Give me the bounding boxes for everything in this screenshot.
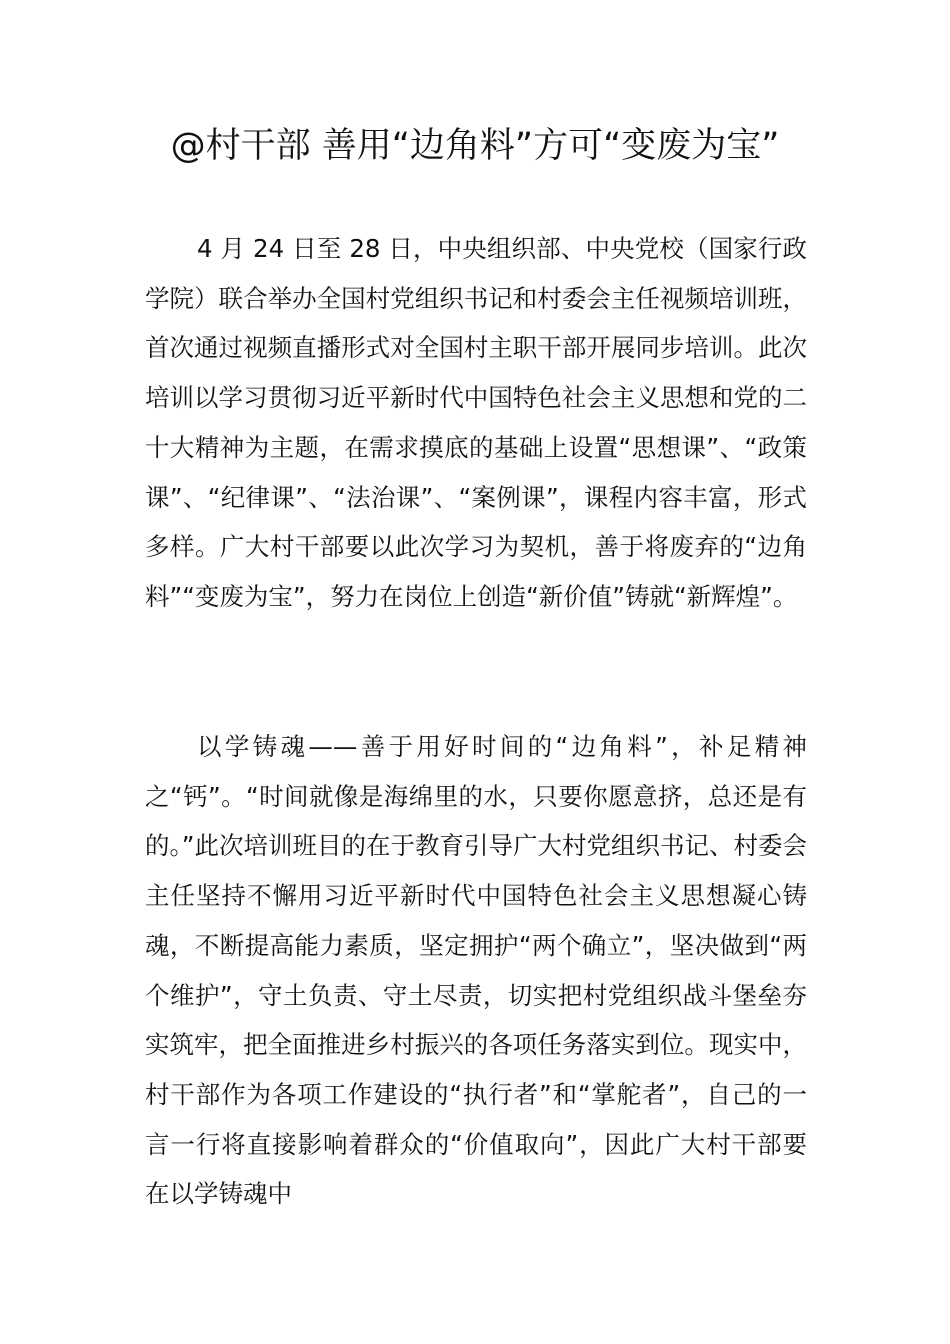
- paragraph-intro: 4 月 24 日至 28 日，中央组织部、中央党校（国家行政学院）联合举办全国村党组织书记和村委会主任视频培训班，首次通过视频直播形式对全国村主职干部开展同步培训。此次培训以学习贯彻习近平新时代中国特色社会主义思想和党的二十大精神为主题，在需求摸底的基础上设置“思想课”、“政策课”、“纪律课”、“法治课”、“案例课”，课程内容丰富，形式多样。广大村干部要以此次学习为契机，善于将废弃的“边角料”“变废为宝”，努力在岗位上创造“新价值”铸就“新辉煌”。: [145, 234, 807, 611]
- paragraph-section-one: 以学铸魂——善于用好时间的“边角料”，补足精神之“钙”。“时间就像是海绵里的水，只要你愿意挤，总还是有的。”此次培训班目的在于教育引导广大村党组织书记、村委会主任坚持不懈用习近平新时代中国特色社会主义思想凝心铸魂，不断提高能力素质，坚定拥护“两个确立”，坚决做到“两个维护”，守土负责、守土尽责，切实把村党组织战斗堡垒夯实筑牢，把全面推进乡村振兴的各项任务落实到位。现实中，村干部作为各项工作建设的“执行者”和“掌舵者”，自己的一言一行将直接影响着群众的“价值取向”，因此广大村干部要在以学铸魂中: [145, 732, 807, 1209]
- document-title: @村干部 善用“边角料”方可“变废为宝”: [170, 126, 780, 166]
